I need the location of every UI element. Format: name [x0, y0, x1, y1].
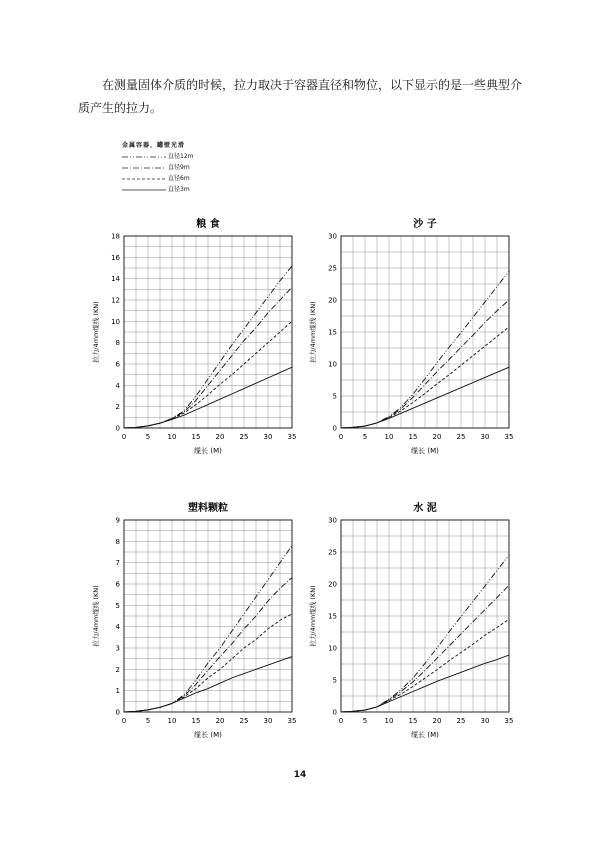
y-tick-label: 25	[328, 264, 337, 273]
x-axis-label: 缆长 (M)	[411, 447, 439, 455]
y-tick-label: 18	[111, 232, 120, 241]
y-tick-label: 20	[328, 296, 337, 305]
y-tick-label: 6	[115, 580, 120, 589]
y-tick-label: 0	[115, 424, 120, 433]
x-tick-label: 25	[456, 717, 466, 725]
y-tick-label: 20	[328, 580, 337, 589]
legend-swatch-3m	[122, 187, 166, 193]
chart-sand	[305, 212, 555, 472]
chart-title: 沙 子	[413, 219, 437, 230]
y-tick-label: 30	[328, 232, 337, 241]
y-tick-label: 6	[115, 360, 120, 369]
x-tick-label: 30	[480, 433, 490, 441]
x-tick-label: 30	[263, 433, 273, 441]
y-axis-label: 拉力/4mm缆线 (KN)	[92, 585, 100, 647]
chart-grain	[88, 212, 338, 472]
y-tick-label: 7	[115, 559, 120, 568]
legend-label-12m: 直径12m	[168, 153, 194, 160]
x-tick-label: 20	[215, 433, 225, 441]
x-tick-label: 15	[408, 717, 418, 725]
chart-legend	[122, 140, 193, 195]
y-tick-label: 8	[115, 537, 120, 546]
x-axis-label: 缆长 (M)	[411, 731, 439, 739]
chart-svg	[88, 496, 338, 756]
legend-heading: 金属容器，罐壁光滑	[122, 142, 186, 149]
page-number: 14	[293, 770, 307, 780]
y-tick-label: 12	[111, 296, 120, 305]
y-axis-label: 拉力/4mm缆线 (KN)	[309, 585, 317, 647]
y-tick-label: 9	[115, 516, 120, 525]
x-tick-label: 5	[362, 433, 368, 441]
x-tick-label: 10	[384, 717, 394, 725]
y-tick-label: 15	[328, 328, 337, 337]
chart-svg	[305, 212, 555, 472]
y-axis-label: 拉力/4mm缆线 (KN)	[309, 301, 317, 363]
x-tick-label: 30	[263, 717, 273, 725]
y-tick-label: 5	[332, 392, 337, 401]
y-tick-label: 5	[115, 601, 120, 610]
x-tick-label: 10	[384, 433, 394, 441]
x-tick-label: 20	[432, 717, 442, 725]
x-tick-label: 10	[167, 433, 177, 441]
y-tick-label: 2	[115, 665, 120, 674]
x-tick-label: 35	[287, 717, 297, 725]
y-tick-label: 2	[115, 403, 120, 412]
chart-plastic-pellets	[88, 496, 338, 756]
x-tick-label: 25	[239, 717, 249, 725]
y-tick-label: 0	[115, 708, 120, 717]
y-tick-label: 0	[332, 424, 337, 433]
x-axis-label: 缆长 (M)	[194, 731, 222, 739]
legend-label-9m: 直径9m	[168, 164, 190, 171]
y-tick-label: 10	[328, 360, 337, 369]
legend-item-9m	[122, 162, 193, 173]
x-tick-label: 20	[215, 717, 225, 725]
legend-label-6m: 直径6m	[168, 175, 190, 182]
x-tick-label: 35	[504, 717, 514, 725]
y-tick-label: 14	[111, 275, 120, 284]
x-tick-label: 25	[456, 433, 466, 441]
y-axis-label: 拉力/4mm缆线 (KN)	[92, 301, 100, 363]
x-tick-label: 5	[145, 717, 151, 725]
y-tick-label: 0	[332, 708, 337, 717]
y-tick-label: 10	[328, 644, 337, 653]
x-tick-label: 35	[287, 433, 297, 441]
x-tick-label: 0	[338, 717, 344, 725]
x-tick-label: 15	[191, 717, 201, 725]
x-tick-label: 5	[362, 717, 368, 725]
x-tick-label: 15	[408, 433, 418, 441]
x-axis-label: 缆长 (M)	[194, 447, 222, 455]
x-tick-label: 30	[480, 717, 490, 725]
y-tick-label: 1	[115, 687, 120, 696]
x-tick-label: 0	[338, 433, 344, 441]
x-tick-label: 0	[121, 433, 127, 441]
y-tick-label: 25	[328, 548, 337, 557]
legend-swatch-9m	[122, 165, 166, 171]
chart-title: 塑料颗粒	[188, 503, 228, 514]
legend-item-12m	[122, 151, 193, 162]
y-tick-label: 4	[115, 623, 120, 632]
y-tick-label: 15	[328, 612, 337, 621]
legend-label-3m: 直径3m	[168, 186, 190, 193]
x-tick-label: 10	[167, 717, 177, 725]
x-tick-label: 0	[121, 717, 127, 725]
y-tick-label: 3	[115, 644, 120, 653]
legend-item-6m	[122, 173, 193, 184]
x-tick-label: 15	[191, 433, 201, 441]
y-tick-label: 16	[111, 253, 120, 262]
y-tick-label: 4	[115, 381, 120, 390]
chart-svg	[88, 212, 338, 472]
chart-title: 粮 食	[196, 219, 220, 230]
chart-cement	[305, 496, 555, 756]
y-tick-label: 30	[328, 516, 337, 525]
chart-title: 水 泥	[413, 503, 437, 514]
y-tick-label: 10	[111, 317, 120, 326]
x-tick-label: 20	[432, 433, 442, 441]
legend-swatch-12m	[122, 154, 166, 160]
y-tick-label: 5	[332, 676, 337, 685]
intro-paragraph: 在测量固体介质的时候，拉力取决于容器直径和物位，以下显示的是一些典型介质产生的拉力。	[78, 78, 523, 115]
legend-item-3m	[122, 184, 193, 195]
y-tick-label: 8	[115, 339, 120, 348]
x-tick-label: 25	[239, 433, 249, 441]
x-tick-label: 5	[145, 433, 151, 441]
x-tick-label: 35	[504, 433, 514, 441]
chart-svg	[305, 496, 555, 756]
legend-swatch-6m	[122, 176, 166, 182]
